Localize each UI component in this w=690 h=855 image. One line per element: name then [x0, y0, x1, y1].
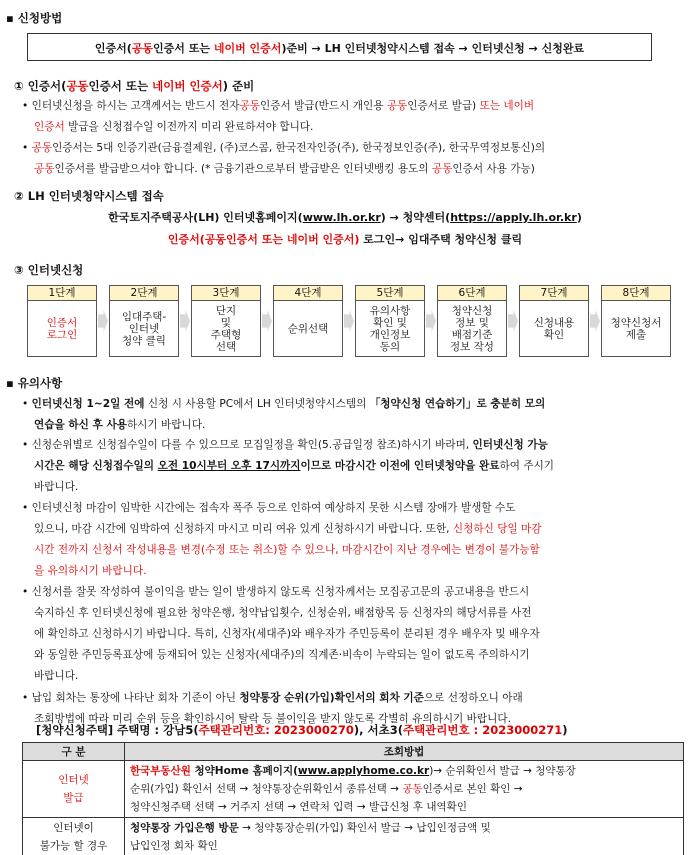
section-title-method: ▪ 신청방법 — [6, 11, 63, 25]
target-housing-line: [청약신청주택] 주택명 : 강남5(주택관리번호: 2023000270), 서초3(주택관리번호 : 2023000271) — [36, 723, 568, 737]
step-body-text: 임대주택- 인터넷 청약 클릭 — [121, 310, 167, 347]
step-body — [274, 301, 342, 356]
lh-homepage-link[interactable]: www.lh.or.kr — [302, 211, 381, 224]
step1-bullet-2: • 공동인증서는 5대 인증기관(금융결제원, (주)코스콤, 한국전자인증(주), 한국정보인증(주), 한국무역정보통신)의 공동인증서를 발급받으셔야 합니다. (* 금융기관으로부터 발급받은 인터넷뱅킹 용도의 공동인증서 사용 가능) — [22, 142, 546, 175]
step-arrow-icon — [344, 310, 354, 332]
step-body-text: 신청내용 확인 — [533, 316, 575, 341]
notes-title: ▪ 유의사항 — [6, 376, 63, 390]
step-box-7 — [519, 285, 589, 357]
note-4: • 신청서를 잘못 작성하여 불이익을 받는 일이 발생하지 않도록 신청자께서는 모집공고문의 공고내용을 반드시 숙지하신 후 인터넷신청에 필요한 청약은행, 청약납입횟수, 신청순위, 배점항목 등 신청자의 해당서류를 사전 에 확인하고 신청하시기 바랍니다. 특히, 신청자(세대주)와 배우자가 주민등록이 분리된 경우 배우자 및 배우자 와 동일한 주민등록표상에 등재되어 있는 신청자(세대주)의 직계존·비속이 누락되는 일이 없도록 주의하시기 바랍니다. — [22, 586, 540, 682]
login-line: 인증서(공동인증서 또는 네이버 인증서) 로그인→ 임대주택 청약신청 클릭 — [167, 233, 523, 246]
step-arrow-icon — [590, 310, 600, 332]
step1-bullet-1: • 인터넷신청을 하시는 고객께서는 반드시 전자공동인증서 발급(반드시 개인용 공동인증서로 발급) 또는 네이버 인증서 발급을 신청접수일 이전까지 미리 완료하셔야 합니다. — [22, 100, 535, 133]
step-box-1 — [27, 285, 97, 357]
applyhome-link[interactable]: www.applyhome.co.kr — [297, 765, 430, 777]
inquiry-method-table — [22, 742, 684, 855]
step-header: 1단계 — [28, 286, 96, 301]
step-body-text: 청약신청서 제출 — [610, 316, 662, 341]
step-body — [602, 301, 670, 356]
step-box-2 — [109, 285, 179, 357]
note-3: • 인터넷신청 마감이 임박한 시간에는 접속자 폭주 등으로 인하여 예상하지 못한 시스템 장애가 발생할 수도 있으니, 마감 시간에 임박하여 신청하지 마시고 미리 여유 있게 신청하시기 바랍니다. 또한, 신청하신 당일 마감 시간 전까지 신청서 작성내용을 변경(수정 또는 취소)할 수 있으나, 마감시간이 지난 경우에는 변경이 불가능함 을 유의하시기 바랍니다. — [22, 502, 542, 577]
step-box-8 — [601, 285, 671, 357]
note-1: • 인터넷신청 1~2일 전에 신청 시 사용할 PC에서 LH 인터넷청약시스템의 「청약신청 연습하기」로 충분히 모의 연습을 하신 후 사용하시기 바랍니다. — [22, 398, 546, 431]
step-body — [110, 301, 178, 356]
row-label-online: 인터넷 발급 — [23, 761, 125, 818]
step-body-text: 순위선택 — [287, 322, 329, 335]
note-2: • 신청순위별로 신청접수일이 다를 수 있으므로 모집일정을 확인(5.공급일정 참조)하시기 바라며, 인터넷신청 가능 시간은 해당 신청접수일의 오전 10시부터 오후 17시까지이므로 마감시간 이전에 인터넷청약을 완료하여 주시기 바랍니다. — [22, 439, 555, 493]
table-row — [23, 818, 684, 855]
apply-center-link[interactable]: https://apply.lh.or.kr — [450, 211, 577, 224]
step-body — [28, 301, 96, 356]
step-header: 6단계 — [438, 286, 506, 301]
step-arrow-icon — [508, 310, 518, 332]
step-header: 2단계 — [110, 286, 178, 301]
table-header-method: 조회방법 — [125, 743, 684, 761]
step-body-text: 유의사항 확인 및 개인정보 동의 — [369, 304, 411, 353]
step-body-text: 청약신청 정보 및 배점기준 정보 작성 — [450, 304, 494, 353]
step-box-5 — [355, 285, 425, 357]
row-label-offline: 인터넷이 불가능 할 경우 — [23, 818, 125, 855]
step-arrow-icon — [180, 310, 190, 332]
step2-title: ② LH 인터넷청약시스템 접속 — [14, 189, 164, 203]
table-row — [23, 761, 684, 818]
step-box-6 — [437, 285, 507, 357]
lh-site-line: 한국토지주택공사(LH) 인터넷홈페이지(www.lh.or.kr) → 청약센터(https://apply.lh.or.kr) — [108, 211, 582, 224]
step1-title: ① 인증서(공동인증서 또는 네이버 인증서) 준비 — [14, 79, 255, 93]
step-header: 3단계 — [192, 286, 260, 301]
step3-title: ③ 인터넷신청 — [14, 263, 84, 277]
process-flow-box: 인증서(공동인증서 또는 네이버 인증서)준비 → LH 인터넷청약시스템 접속 → 인터넷신청 → 신청완료 — [27, 33, 652, 61]
step-body — [356, 301, 424, 356]
step-arrow-icon — [426, 310, 436, 332]
step-arrow-icon — [262, 310, 272, 332]
row-method-online: 한국부동산원 청약Home 홈페이지(www.applyhome.co.kr)→ 순위확인서 발급 → 청약통장 순위(가입) 확인서 선택 → 청약통장순위확인서 종류선택 → 공동인증서로 본인 확인 → 청약신청주택 선택 → 거주지 선택 → 연락처 입력 → 발급신청 후 내역확인 — [125, 761, 684, 818]
step-box-3 — [191, 285, 261, 357]
step-box-4 — [273, 285, 343, 357]
step-arrow-icon — [98, 310, 108, 332]
step-body-text: 인증서 로그인 — [46, 316, 78, 341]
step-header: 5단계 — [356, 286, 424, 301]
step-header: 8단계 — [602, 286, 670, 301]
step-body — [438, 301, 506, 356]
step-header: 7단계 — [520, 286, 588, 301]
note-5: • 납입 회차는 통장에 나타난 회차 기준이 아닌 청약통장 순위(가입)확인서의 회차 기준으로 선정하오니 아래 조회방법에 따라 미리 순위 등을 확인하시어 탈락 등 불이익을 받지 않도록 각별히 유의하시기 바랍니다. — [22, 692, 523, 725]
table-header-category: 구 분 — [23, 743, 125, 761]
step-body-text: 단지 및 주택형 선택 — [210, 304, 242, 353]
step-body — [520, 301, 588, 356]
step-header: 4단계 — [274, 286, 342, 301]
step-body — [192, 301, 260, 356]
row-method-offline: 청약통장 가입은행 방문 → 청약통장순위(가입) 확인서 발급 → 납입인정금액 및 납입인정 회차 확인 — [125, 818, 684, 855]
